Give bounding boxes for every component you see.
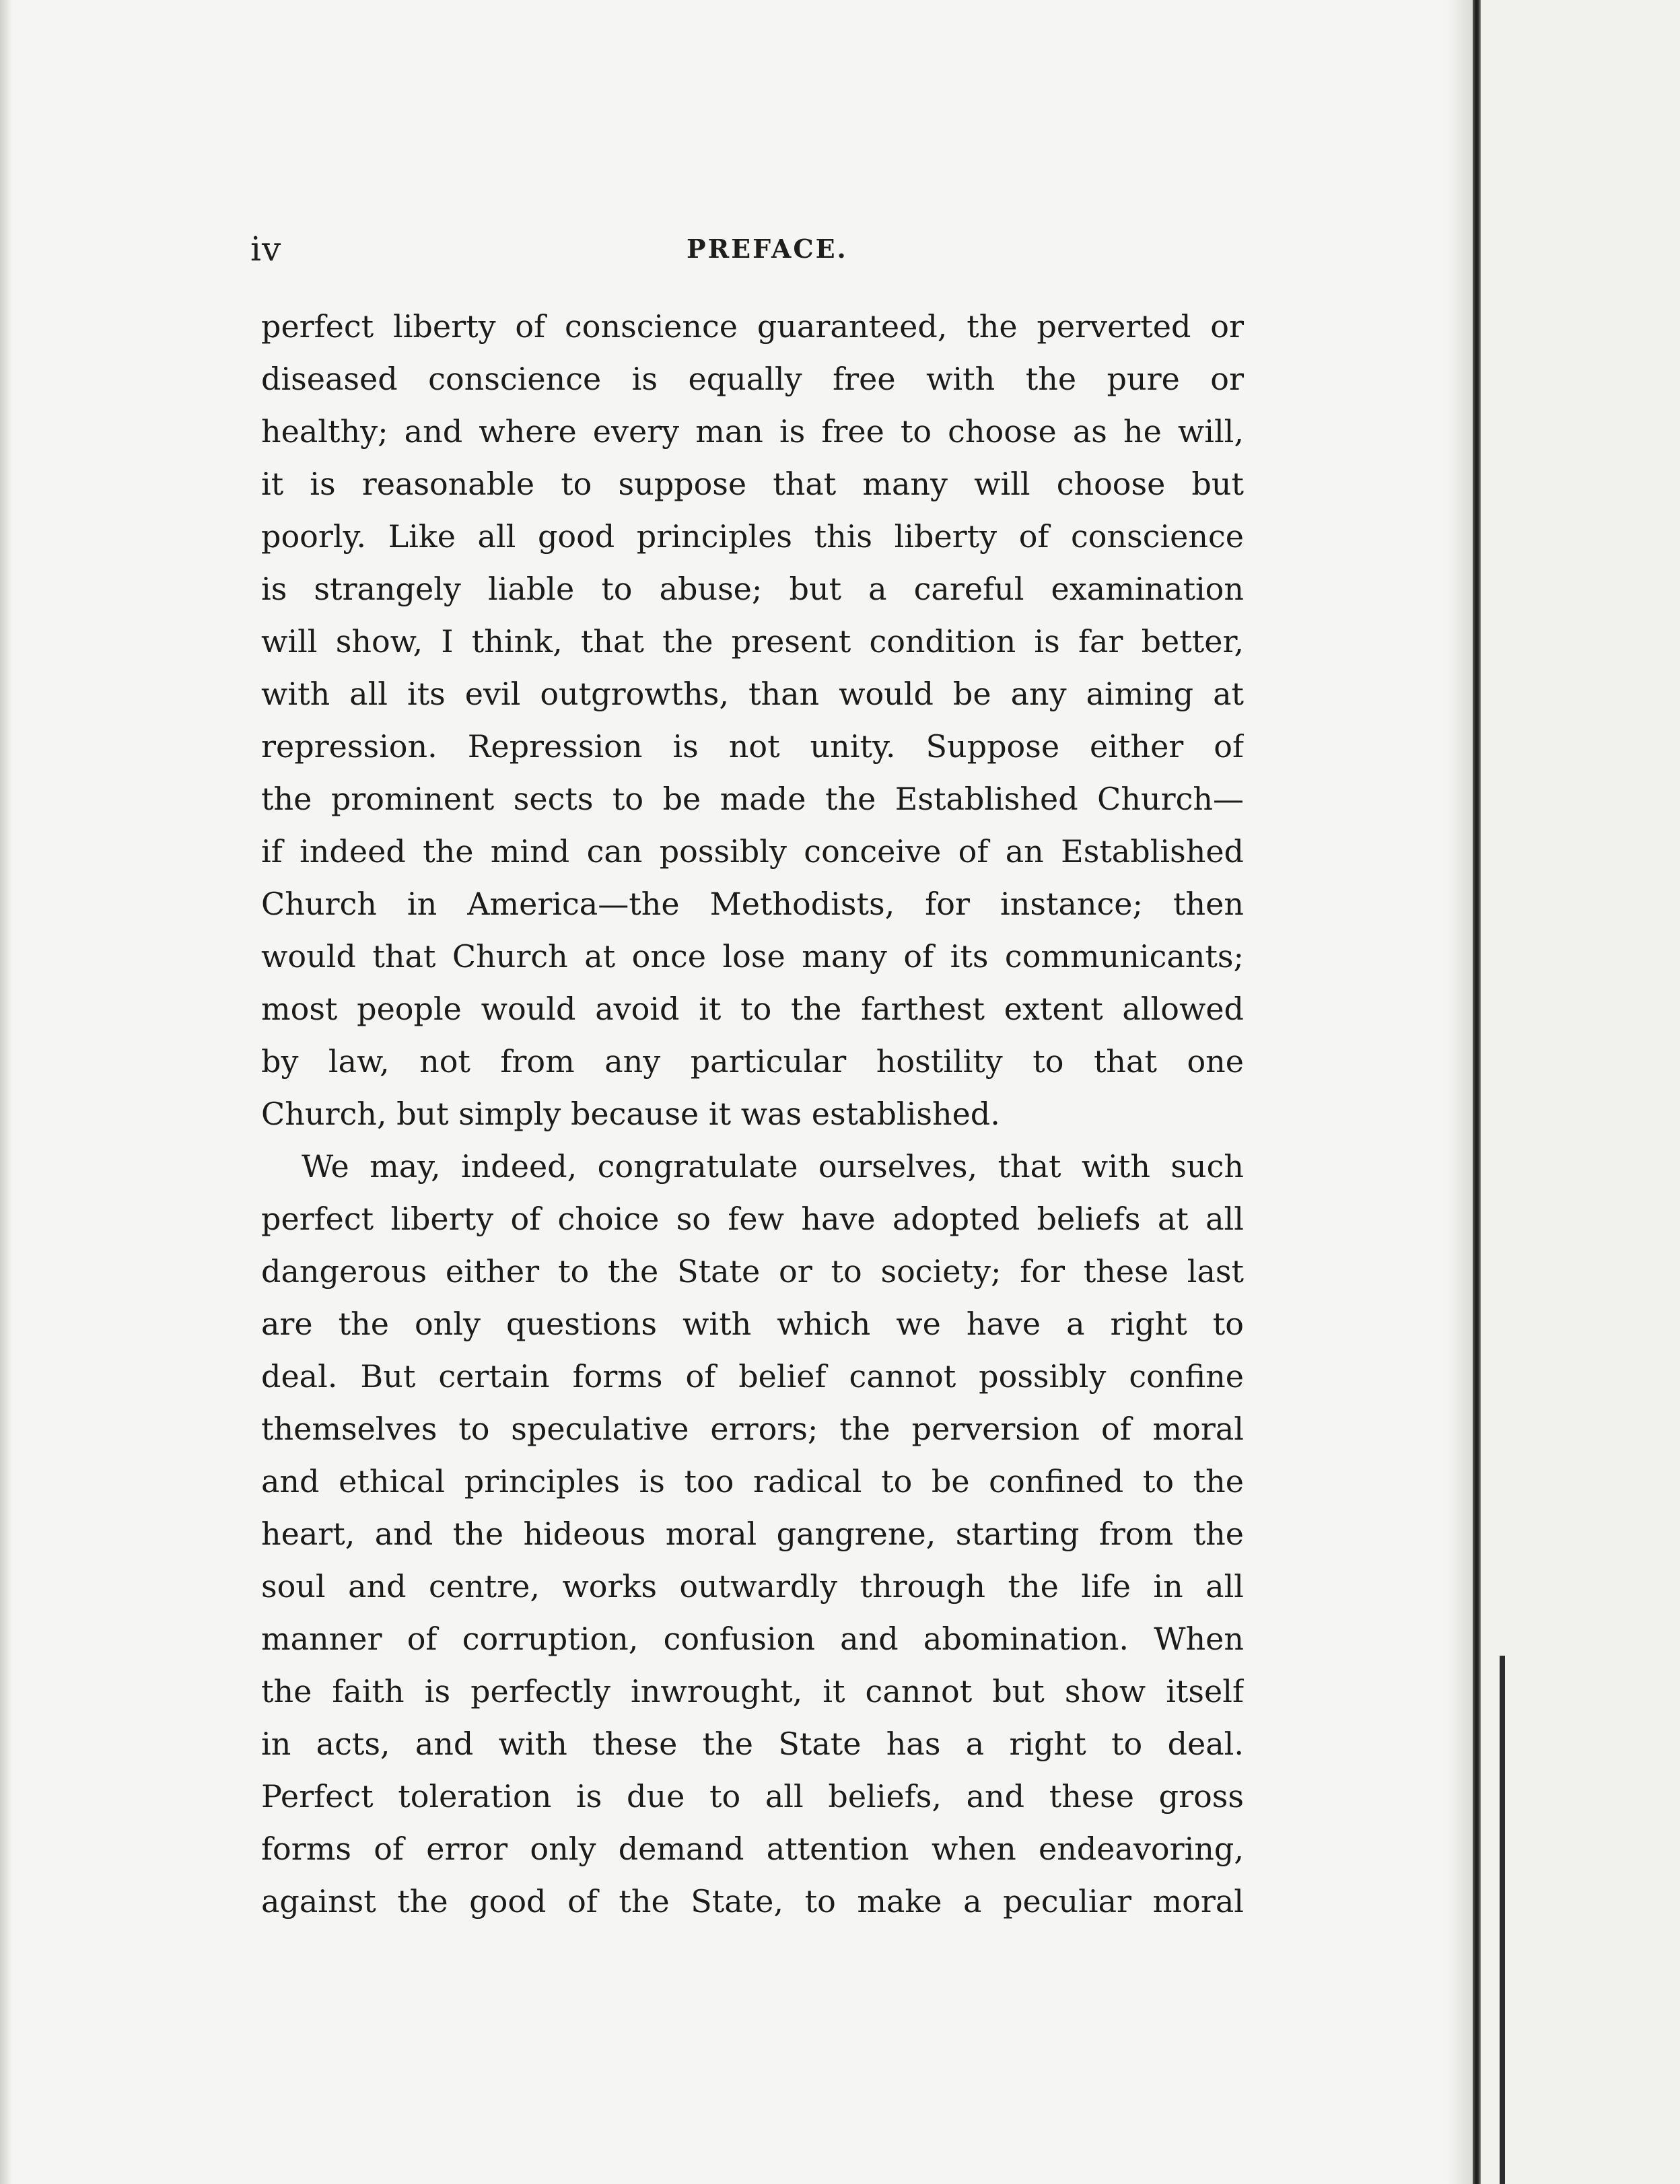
binding-shadow [1447, 0, 1474, 2184]
text-line: poorly. Like all good principles this liberty of conscience [261, 518, 1244, 555]
page-number: iv [250, 230, 282, 269]
facing-page-dark-edge [1500, 1656, 1505, 2184]
text-line: the faith is perfectly inwrought, it cannot but show itself [261, 1673, 1244, 1710]
text-line: manner of corruption, confusion and abomination. When [261, 1621, 1244, 1657]
text-line: would that Church at once lose many of its communicants; [261, 938, 1244, 975]
running-head [250, 225, 1247, 273]
text-line: against the good of the State, to make a peculiar moral [261, 1883, 1244, 1919]
text-line: forms of error only demand attention when endeavoring, [261, 1831, 1244, 1867]
text-line: Church, but simply because it was established. [261, 1096, 1000, 1132]
text-line: the prominent sects to be made the Established Church— [261, 781, 1244, 817]
text-line: themselves to speculative errors; the perversion of moral [261, 1411, 1244, 1447]
text-line: are the only questions with which we have a right to [261, 1306, 1244, 1342]
text-line: by law, not from any particular hostility to that one [261, 1043, 1244, 1080]
text-line: will show, I think, that the present condition is far better, [261, 623, 1244, 660]
text-line: repression. Repression is not unity. Suppose either of [261, 728, 1244, 765]
facing-page-edge [1481, 0, 1680, 2184]
text-line: soul and centre, works outwardly through the life in all [261, 1568, 1244, 1605]
text-line: if indeed the mind can possibly conceive of an Established [261, 833, 1244, 870]
text-line: diseased conscience is equally free with the pure or [261, 361, 1244, 397]
text-line: perfect liberty of choice so few have adopted beliefs at all [261, 1201, 1244, 1237]
left-page-edge [0, 0, 12, 2184]
text-line: it is reasonable to suppose that many will choose but [261, 466, 1244, 502]
text-line: most people would avoid it to the farthest extent allowed [261, 991, 1244, 1027]
text-line: healthy; and where every man is free to choose as he will, [261, 413, 1244, 450]
text-line: in acts, and with these the State has a right to deal. [261, 1726, 1244, 1762]
book-binding [1473, 0, 1481, 2184]
text-line: and ethical principles is too radical to be confined to the [261, 1463, 1244, 1500]
text-line: dangerous either to the State or to society; for these last [261, 1253, 1244, 1290]
page-title: PREFACE. [687, 234, 848, 264]
text-line: Perfect toleration is due to all beliefs, and these gross [261, 1778, 1244, 1815]
text-line: We may, indeed, congratulate ourselves, that with such [302, 1148, 1244, 1185]
text-line: deal. But certain forms of belief cannot possibly confine [261, 1358, 1244, 1395]
body-text [261, 300, 1244, 1928]
text-line: heart, and the hideous moral gangrene, starting from the [261, 1516, 1244, 1552]
text-line: is strangely liable to abuse; but a careful examination [261, 571, 1244, 607]
text-line: Church in America—the Methodists, for instance; then [261, 886, 1244, 922]
text-line: perfect liberty of conscience guaranteed, the perverted or [261, 308, 1244, 345]
text-line: with all its evil outgrowths, than would be any aiming at [261, 676, 1244, 712]
